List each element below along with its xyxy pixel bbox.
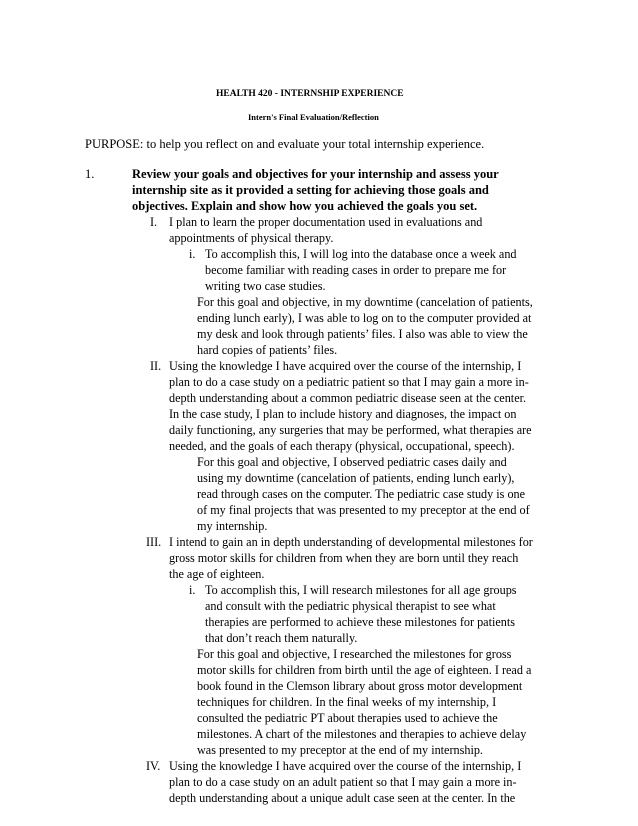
goal-number: III.: [146, 535, 162, 549]
reflection-line: using my downtime (cancelation of patients, ending lunch early),: [197, 471, 515, 485]
goal-line: I plan to learn the proper documentation used in evaluations and: [169, 215, 483, 229]
reflection-line: was presented to my preceptor at the end of my internship.: [197, 743, 483, 757]
reflection-line: my internship.: [197, 519, 268, 533]
sub-objective-line: To accomplish this, I will log into the database once a week and: [205, 247, 517, 261]
goal-line: Using the knowledge I have acquired over the course of the internship, I: [169, 359, 522, 373]
sub-objective-line: become familiar with reading cases in order to prepare me for: [205, 263, 507, 277]
question-number: 1.: [85, 167, 95, 181]
reflection-line: book found in the Clemson library about gross motor development: [197, 679, 523, 693]
goal-number: II.: [150, 359, 162, 373]
goal-line: depth understanding about a unique adult case seen at the center. In the: [169, 791, 516, 805]
goal-number: IV.: [146, 759, 161, 773]
goal-line: daily functioning, any surgeries that may be performed, what therapies are: [169, 423, 532, 437]
reflection-line: ending lunch early), I was able to log on to the computer provided at: [197, 311, 532, 325]
goal-line: appointments of physical therapy.: [169, 231, 334, 245]
sub-objective-line: and consult with the pediatric physical therapist to see what: [205, 599, 496, 613]
goal-line: Using the knowledge I have acquired over the course of the internship, I: [169, 759, 522, 773]
question-line: objectives. Explain and show how you achieved the goals you set.: [132, 199, 478, 213]
goal-line: gross motor skills for children from when they are born until they reach: [169, 551, 519, 565]
question-line: internship site as it provided a setting for achieving those goals and: [132, 183, 489, 197]
reflection-line: techniques for children. In the final weeks of my internship, I: [197, 695, 497, 709]
purpose-statement: PURPOSE: to help you reflect on and evaluate your total internship experience.: [85, 137, 485, 151]
sub-objective-line: To accomplish this, I will research milestones for all age groups: [205, 583, 517, 597]
document-title: HEALTH 420 - INTERNSHIP EXPERIENCE: [216, 89, 404, 99]
reflection-line: milestones. A chart of the milestones and therapies to achieve delay: [197, 727, 527, 741]
goal-line: plan to do a case study on an adult patient so that I may gain a more in-: [169, 775, 517, 789]
reflection-line: For this goal and objective, I researched the milestones for gross: [197, 647, 512, 661]
reflection-line: For this goal and objective, I observed pediatric cases daily and: [197, 455, 507, 469]
sub-objective-line: that don’t reach them naturally.: [205, 631, 358, 645]
goal-line: plan to do a case study on a pediatric patient so that I may gain a more in-: [169, 375, 529, 389]
sub-objective-number: i.: [189, 583, 196, 597]
reflection-line: consulted the pediatric PT about therapies used to achieve the: [197, 711, 498, 725]
document-subtitle: Intern's Final Evaluation/Reflection: [248, 112, 379, 122]
goal-line: depth understanding about a common pediatric disease seen at the center.: [169, 391, 527, 405]
reflection-line: read through cases on the computer. The pediatric case study is one: [197, 487, 526, 501]
reflection-line: of my final projects that was presented to my preceptor at the end of: [197, 503, 530, 517]
sub-objective-number: i.: [189, 247, 196, 261]
goal-number: I.: [150, 215, 158, 229]
goal-line: the age of eighteen.: [169, 567, 265, 581]
sub-objective-line: therapies are performed to achieve these milestones for patients: [205, 615, 515, 629]
reflection-line: motor skills for children from birth until the age of eighteen. I read a: [197, 663, 532, 677]
sub-objective-line: writing two case studies.: [205, 279, 326, 293]
reflection-line: For this goal and objective, in my downtime (cancelation of patients,: [197, 295, 533, 309]
question-line: Review your goals and objectives for your internship and assess your: [132, 167, 499, 181]
reflection-line: my desk and look through patients’ files. I also was able to view the: [197, 327, 528, 341]
goal-line: needed, and the goals of each therapy (physical, occupational, speech).: [169, 439, 515, 453]
goal-line: In the case study, I plan to include history and diagnoses, the impact on: [169, 407, 517, 421]
goal-line: I intend to gain an in depth understanding of developmental milestones for: [169, 535, 533, 549]
reflection-line: hard copies of patients’ files.: [197, 343, 338, 357]
